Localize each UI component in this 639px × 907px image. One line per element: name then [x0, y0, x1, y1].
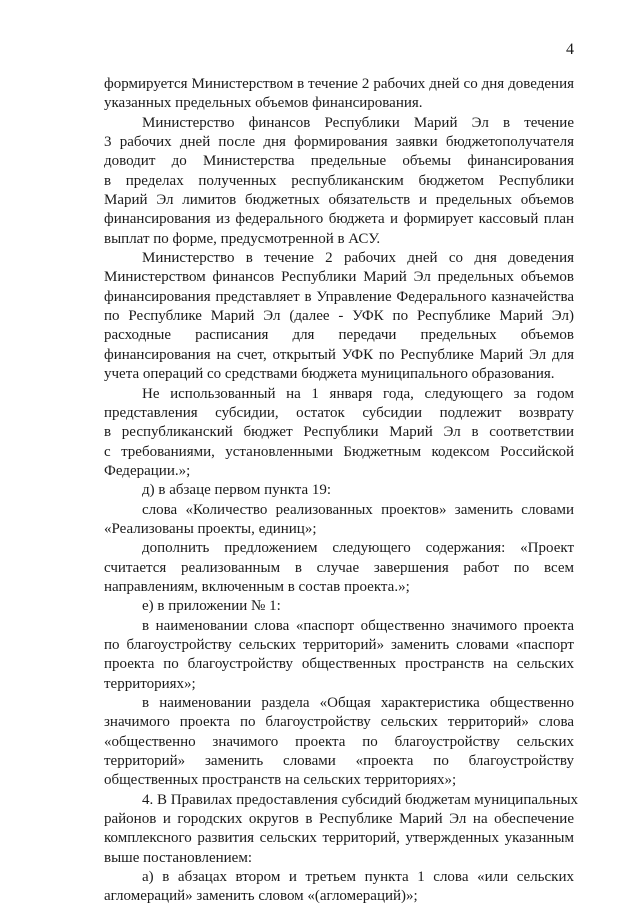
- text-line: в наименовании раздела «Общая характеристика общественно: [142, 695, 574, 711]
- text-line: значимого проекта по благоустройству сельских территорий» слова: [104, 714, 574, 731]
- text-line: территориях»;: [104, 675, 196, 692]
- text-line: доводит до Министерства предельные объемы финансирования: [104, 153, 574, 170]
- text-line: считается реализованным в случае завершения работ по всем: [104, 559, 574, 576]
- document-body: [104, 75, 579, 907]
- text-line: «Реализованы проекты, единиц»;: [104, 520, 317, 537]
- text-line: финансирования из федерального бюджета и формирует кассовый план: [104, 211, 574, 228]
- text-line: 3 рабочих дней после дня формирования заявки бюджетополучателя: [104, 134, 574, 151]
- text-line: Не использованный на 1 января года, следующего за годом: [142, 385, 574, 402]
- text-line: Министерство финансов Республики Марий Эл в течение: [142, 114, 574, 131]
- text-line: Министерство в течение 2 рабочих дней со дня доведения: [142, 250, 574, 267]
- text-line: с требованиями, установленными Бюджетным кодексом Российской: [104, 443, 574, 460]
- text-line: расходные расписания для передачи предельных объемов: [104, 327, 574, 344]
- text-line: территорий» заменить словами «проекта по благоустройству: [104, 753, 574, 770]
- text-line: указанных предельных объемов финансирования.: [104, 95, 423, 112]
- text-line: по благоустройству сельских территорий» заменить словами «паспорт: [104, 636, 574, 653]
- text-line: по Республике Марий Эл (далее - УФК по Республике Марий Эл): [104, 308, 574, 325]
- text-line: выше постановлением:: [104, 849, 253, 866]
- text-line: финансирования на счет, открытый УФК по Республике Марий Эл для: [104, 346, 574, 363]
- text-line: «общественно значимого проекта по благоустройству сельских: [104, 733, 574, 750]
- text-line: в республиканский бюджет Республики Марий Эл в соответствии: [104, 424, 574, 441]
- text-line: дополнить предложением следующего содержания: «Проект: [142, 540, 574, 557]
- text-line: выплат по форме, предусмотренной в АСУ.: [104, 230, 381, 247]
- text-line: слова «Количество реализованных проектов» заменить словами: [142, 501, 574, 518]
- text-line: районов и городских округов в Республике Марий Эл на обеспечение: [104, 811, 574, 828]
- text-line: Марий Эл лимитов бюджетных обязательств и предельных объемов: [104, 192, 574, 209]
- text-line: финансирования представляет в Управление Федерального казначейства: [104, 288, 574, 305]
- text-line: Министерством финансов Республики Марий Эл предельных объемов: [104, 269, 574, 286]
- text-line: а) в абзацах втором и третьем пункта 1 слова «или сельских: [142, 869, 574, 886]
- text-line: общественных пространств на сельских территориях»;: [104, 772, 457, 789]
- text-line: проекта по благоустройству общественных пространств на сельских: [104, 656, 574, 673]
- text-line: 4. В Правилах предоставления субсидий бюджетам муниципальных: [142, 791, 579, 808]
- text-line: агломераций» заменить словом «(агломераций)»;: [104, 888, 418, 905]
- text-line: в наименовании слова «паспорт общественно значимого проекта: [142, 617, 574, 634]
- text-line: е) в приложении № 1:: [142, 598, 281, 615]
- text-line: формируется Министерством в течение 2 рабочих дней со дня доведения: [104, 76, 574, 92]
- text-line: представления субсидии, остаток субсидии подлежит возврату: [104, 404, 574, 421]
- text-line: Федерации.»;: [104, 462, 191, 479]
- text-line: комплексного развития сельских территорий, утвержденных указанным: [104, 830, 574, 847]
- text-line: направлениям, включенным в состав проекта.»;: [104, 578, 410, 595]
- text-line: в пределах полученных республиканским бюджетом Республики: [104, 172, 574, 189]
- text-line: учета операций со средствами бюджета муниципального образования.: [104, 366, 555, 383]
- page-number: 4: [566, 41, 574, 58]
- text-line: д) в абзаце первом пункта 19:: [142, 482, 332, 499]
